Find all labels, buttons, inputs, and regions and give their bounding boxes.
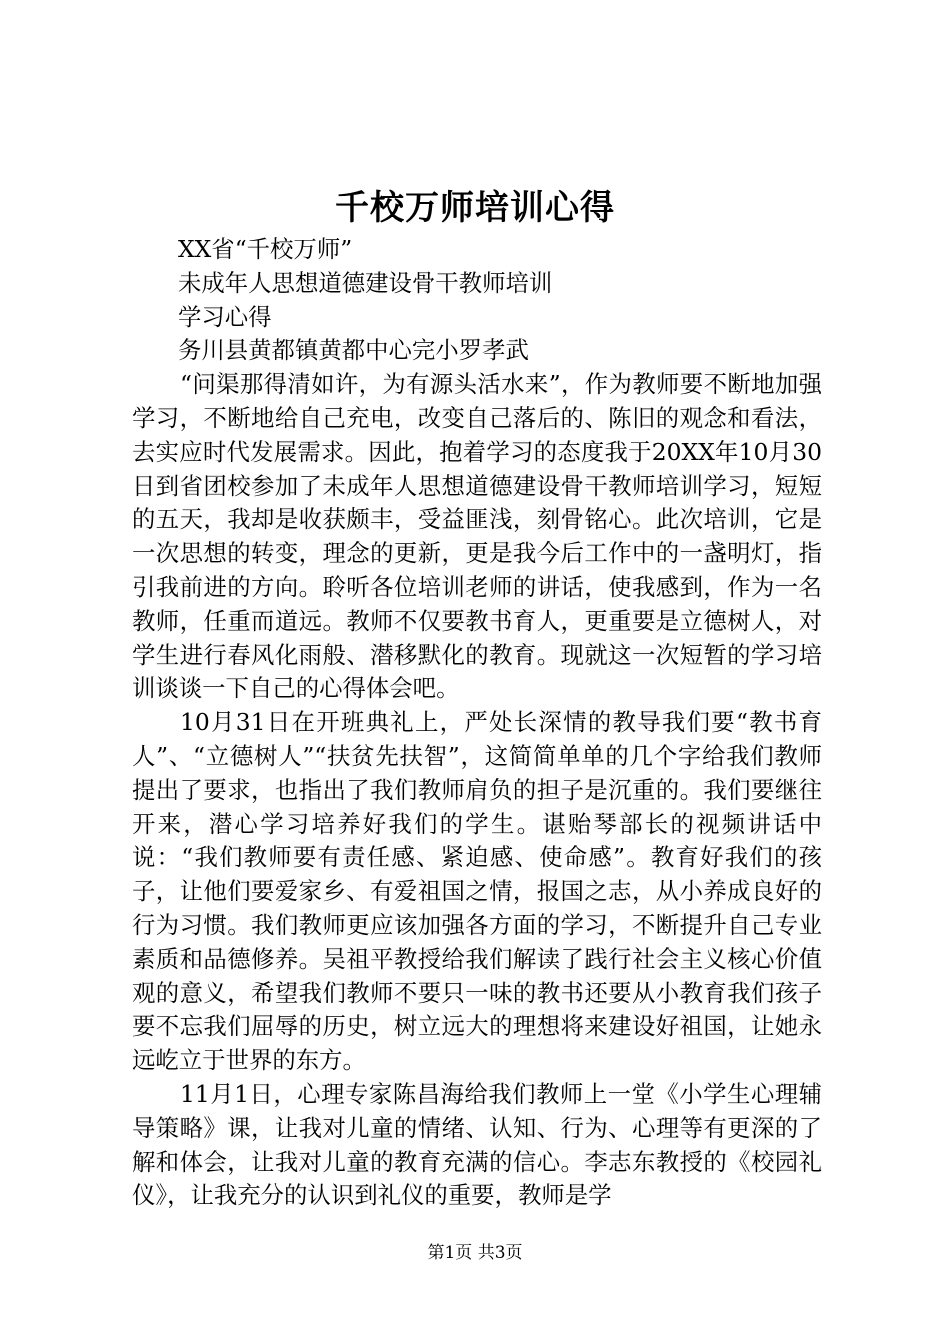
header-line-training: 未成年人思想道德建设骨干教师培训 — [178, 268, 553, 297]
header-line-subtitle: 学习心得 — [178, 302, 272, 331]
document-title: 千校万师培训心得 — [335, 188, 615, 228]
body-paragraph-2: 10月31日在开班典礼上，严处长深情的教导我们要“教书育人”、“立德树人”“扶贫先扶智”，这简简单单的几个字给我们教师提出了要求，也指出了我们教师肩负的担子是沉重的。我们要继往开来，潜心学习培养好我们的学生。谌贻琴部长的视频讲话中说：“我们教师要有责任感、紧迫感、使命感”。教育好我们的孩子，让他们要爱家乡、有爱祖国之情，报国之志，从小养成良好的行为习惯。我们教师更应该加强各方面的学习，不断提升自己专业素质和品德修养。吴祖平教授给我们解读了践行社会主义核心价值观的意义，希望我们教师不要只一味的教书还要从小教育我们孩子要不忘我们屈辱的历史，树立远大的理想将来建设好祖国，让她永远屹立于世界的东方。 — [132, 708, 822, 1075]
header-line-author: 务川县黄都镇黄都中心完小罗孝武 — [178, 336, 529, 365]
document-body — [132, 233, 822, 1213]
body-paragraph-3: 11月1日，心理专家陈昌海给我们教师上一堂《小学生心理辅导策略》课，让我对儿童的情绪、认知、行为、心理等有更深的了解和体会，让我对儿童的教育充满的信心。李志东教授的《校园礼仪》，让我充分的认识到礼仪的重要，教师是学 — [132, 1079, 822, 1210]
header-line-province: XX省“千校万师” — [178, 235, 353, 263]
page-number-footer: 第1页 共3页 — [427, 1243, 523, 1263]
body-paragraph-1: “问渠那得清如许，为有源头活水来”，作为教师要不断地加强学习，不断地给自己充电，改变自己落后的、陈旧的观念和看法，去实应时代发展需求。因此，抱着学习的态度我于20XX年10月30日到省团校参加了未成年人思想道德建设骨干教师培训学习，短短的五天，我却是收获颇丰，受益匪浅，刻骨铭心。此次培训，它是一次思想的转变，理念的更新，更是我今后工作中的一盏明灯，指引我前进的方向。聆听各位培训老师的讲话，使我感到，作为一名教师，任重而道远。教师不仅要教书育人，更重要是立德树人，对学生进行春风化雨般、潜移默化的教育。现就这一次短暂的学习培训谈谈一下自己的心得体会吧。 — [132, 370, 822, 703]
